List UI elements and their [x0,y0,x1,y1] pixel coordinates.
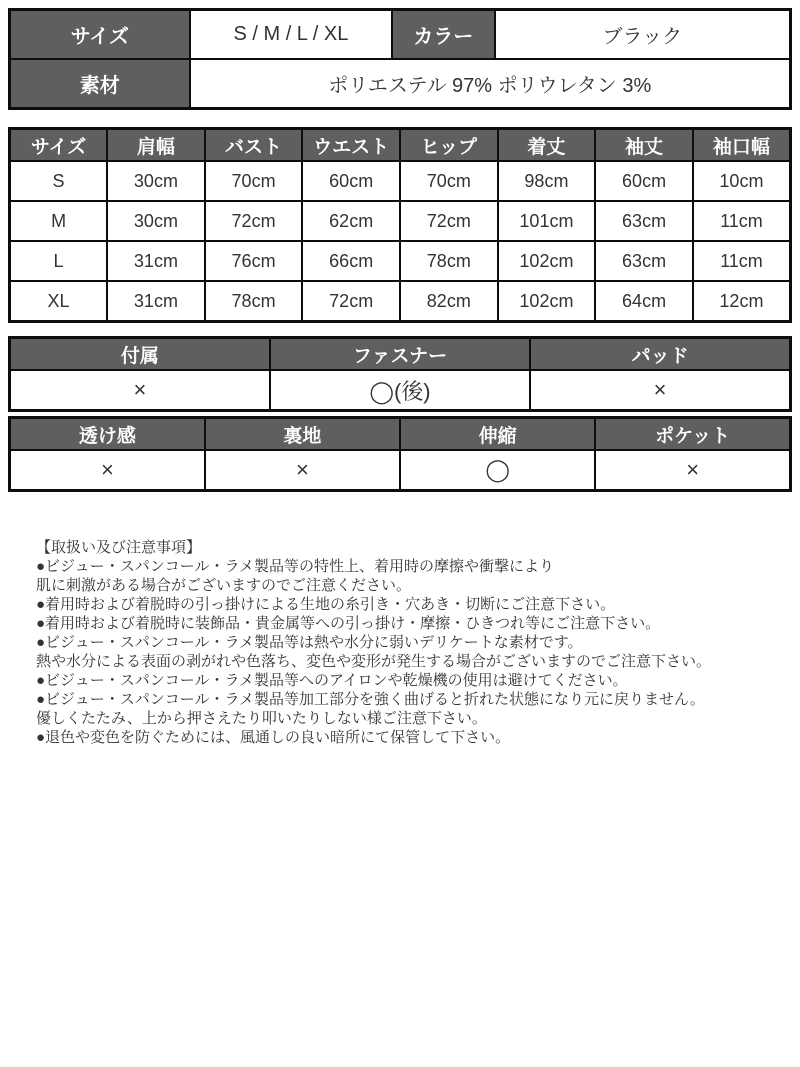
table-row [10,450,791,491]
measurement-cell: 101cm [498,201,596,241]
column-header: 伸縮 [400,418,595,451]
measurement-cell: 98cm [498,161,596,201]
feature-value-cell: × [530,370,790,411]
measurement-cell: 70cm [205,161,303,201]
size-name-cell: XL [10,281,108,322]
table-row [10,161,791,201]
care-notes [36,538,780,747]
column-header: 付属 [10,338,270,371]
size-name-cell: L [10,241,108,281]
table-row [10,59,791,109]
table-row [10,241,791,281]
measurement-cell: 11cm [693,201,791,241]
material-label-cell: 素材 [10,59,190,109]
table-row [10,10,791,60]
table-header-row [10,418,791,451]
measurement-cell: 60cm [595,161,693,201]
measurement-cell: 63cm [595,241,693,281]
table-row [10,370,791,411]
feature-value-cell: × [595,450,790,491]
care-note-line: 熱や水分による表面の剥がれや色落ち、変色や変形が発生する場合がございますのでご注意下さい。 [36,653,712,670]
care-note-line: ●着用時および着脱時に装飾品・貴金属等への引っ掛け・摩擦・ひきつれ等にご注意下さい。 [36,615,661,632]
column-header: ファスナー [270,338,530,371]
care-notes-title: 【取扱い及び注意事項】 [36,539,202,556]
care-note-line: 優しくたたみ、上から押さえたり叩いたりしない様ご注意下さい。 [36,710,487,727]
spacer [8,492,792,538]
measurement-cell: 31cm [107,281,205,322]
column-header: ヒップ [400,129,498,162]
measurement-cell: 78cm [205,281,303,322]
care-note-line: ●ビジュー・スパンコール・ラメ製品等加工部分を強く曲げると折れた状態になり元に戻りません。 [36,691,705,708]
feature-value-cell: ◯(後) [270,370,530,411]
column-header: 着丈 [498,129,596,162]
column-header: 透け感 [10,418,205,451]
material-value-cell: ポリエステル 97% ポリウレタン 3% [190,59,791,109]
measurement-cell: 11cm [693,241,791,281]
measurement-cell: 64cm [595,281,693,322]
size-label-cell: サイズ [10,10,190,60]
size-measurements-table [8,127,792,323]
measurement-cell: 12cm [693,281,791,322]
spacer [8,323,792,336]
table-row [10,281,791,322]
color-value-cell: ブラック [495,10,791,60]
measurement-cell: 31cm [107,241,205,281]
column-header: バスト [205,129,303,162]
column-header: ウエスト [302,129,400,162]
measurement-cell: 10cm [693,161,791,201]
feature-table-fastener [8,336,792,412]
feature-value-cell: × [205,450,400,491]
feature-value-cell: × [10,370,270,411]
column-header: 裏地 [205,418,400,451]
measurement-cell: 70cm [400,161,498,201]
measurement-cell: 30cm [107,201,205,241]
column-header: 肩幅 [107,129,205,162]
measurement-cell: 76cm [205,241,303,281]
size-name-cell: M [10,201,108,241]
measurement-cell: 63cm [595,201,693,241]
color-label-cell: カラー [392,10,494,60]
column-header: ポケット [595,418,790,451]
spacer [8,110,792,127]
measurement-cell: 78cm [400,241,498,281]
size-value-cell: S / M / L / XL [190,10,393,60]
care-note-line: 肌に刺激がある場合がございますのでご注意ください。 [36,577,412,594]
measurement-cell: 72cm [302,281,400,322]
table-row [10,201,791,241]
feature-value-cell: × [10,450,205,491]
care-note-line: ●ビジュー・スパンコール・ラメ製品等の特性上、着用時の摩擦や衝撃により [36,558,555,575]
measurement-cell: 60cm [302,161,400,201]
care-note-line: ●ビジュー・スパンコール・ラメ製品等へのアイロンや乾燥機の使用は避けてください。 [36,672,628,689]
product-info-table [8,8,792,110]
measurement-cell: 62cm [302,201,400,241]
column-header: パッド [530,338,790,371]
measurement-cell: 102cm [498,241,596,281]
measurement-cell: 82cm [400,281,498,322]
measurement-cell: 72cm [205,201,303,241]
size-name-cell: S [10,161,108,201]
care-note-line: ●退色や変色を防ぐためには、風通しの良い暗所にて保管して下さい。 [36,729,511,746]
care-note-line: ●着用時および着脱時の引っ掛けによる生地の糸引き・穴あき・切断にご注意下さい。 [36,596,616,613]
column-header: 袖口幅 [693,129,791,162]
measurement-cell: 30cm [107,161,205,201]
feature-value-cell: ◯ [400,450,595,491]
measurement-cell: 72cm [400,201,498,241]
care-note-line: ●ビジュー・スパンコール・ラメ製品等は熱や水分に弱いデリケートな素材です。 [36,634,583,651]
column-header: サイズ [10,129,108,162]
column-header: 袖丈 [595,129,693,162]
measurement-cell: 102cm [498,281,596,322]
table-header-row [10,129,791,162]
feature-table-fabric [8,416,792,492]
measurement-cell: 66cm [302,241,400,281]
table-header-row [10,338,791,371]
